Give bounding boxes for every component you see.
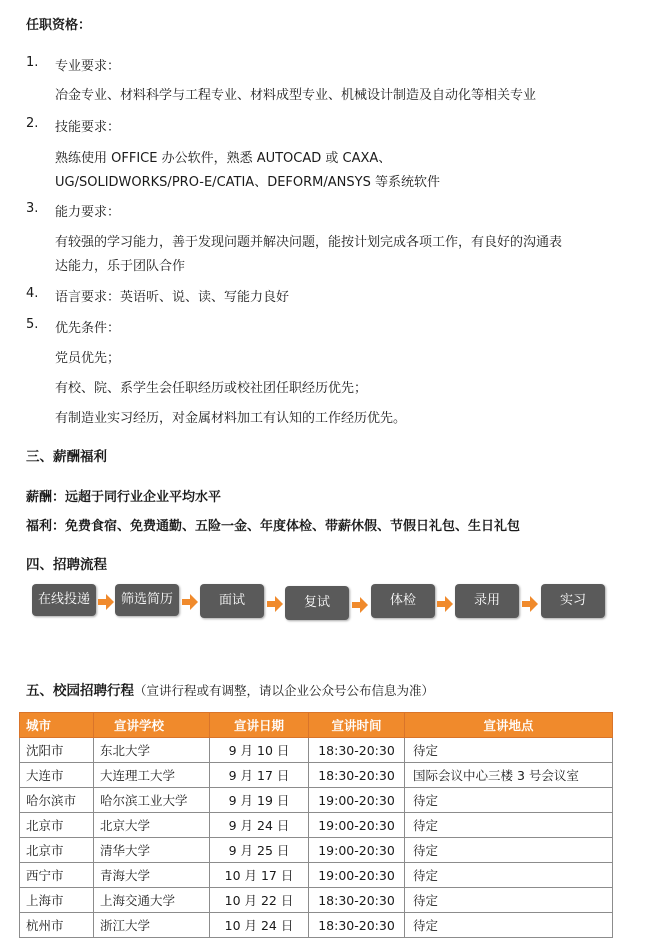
cell-date: 9 月 19 日 — [210, 788, 309, 813]
item-label: 专业要求： — [55, 59, 121, 74]
table-row — [20, 863, 613, 888]
item-detail: 达能力，乐于团队合作 — [55, 259, 186, 274]
column-header-date: 宣讲日期 — [210, 713, 309, 738]
cell-date: 10 月 22 日 — [210, 888, 309, 913]
cell-date: 9 月 25 日 — [210, 838, 309, 863]
flow-step: 面试 — [200, 584, 264, 618]
arrow-right-icon — [437, 596, 453, 612]
cell-location: 国际会议中心三楼 3 号会议室 — [405, 763, 613, 788]
table-row — [20, 763, 613, 788]
arrow-right-icon — [98, 594, 114, 610]
table-row — [20, 788, 613, 813]
item-label: 优先条件： — [55, 321, 121, 336]
arrow-right-icon — [352, 597, 368, 613]
table-row — [20, 813, 613, 838]
cell-time: 18:30-20:30 — [309, 888, 405, 913]
cell-time: 19:00-20:30 — [309, 788, 405, 813]
table-row — [20, 913, 613, 938]
cell-city: 西宁市 — [20, 863, 94, 888]
cell-school: 东北大学 — [94, 738, 210, 763]
item-number: 5. — [26, 317, 39, 332]
flow-step: 筛选简历 — [115, 584, 179, 616]
cell-time: 18:30-20:30 — [309, 738, 405, 763]
cell-city: 大连市 — [20, 763, 94, 788]
column-header-location: 宣讲地点 — [405, 713, 613, 738]
cell-school: 青海大学 — [94, 863, 210, 888]
qualifications-title: 任职资格： — [26, 18, 92, 33]
item-detail: 熟练使用 OFFICE 办公软件，熟悉 AUTOCAD 或 CAXA、 — [55, 151, 392, 166]
salary-heading: 三、薪酬福利 — [26, 449, 107, 465]
cell-date: 9 月 10 日 — [210, 738, 309, 763]
item-detail: 有校、院、系学生会任职经历或校社团任职经历优先； — [55, 381, 368, 396]
flow-step: 在线投递 — [32, 584, 96, 616]
flow-step: 复试 — [285, 586, 349, 620]
cell-city: 杭州市 — [20, 913, 94, 938]
cell-date: 9 月 24 日 — [210, 813, 309, 838]
cell-city: 沈阳市 — [20, 738, 94, 763]
item-detail: 党员优先； — [55, 351, 121, 366]
cell-time: 19:00-20:30 — [309, 838, 405, 863]
cell-date: 10 月 17 日 — [210, 863, 309, 888]
cell-location: 待定 — [405, 838, 613, 863]
cell-school: 浙江大学 — [94, 913, 210, 938]
cell-date: 10 月 24 日 — [210, 913, 309, 938]
campus-heading-line — [26, 679, 434, 699]
column-header-school: 宣讲学校 — [94, 713, 210, 738]
cell-time: 19:00-20:30 — [309, 863, 405, 888]
cell-school: 北京大学 — [94, 813, 210, 838]
table-row — [20, 738, 613, 763]
cell-location: 待定 — [405, 738, 613, 763]
process-heading: 四、招聘流程 — [26, 557, 107, 573]
table-row — [20, 838, 613, 863]
column-header-city: 城市 — [20, 713, 94, 738]
column-header-time: 宣讲时间 — [309, 713, 405, 738]
item-label: 技能要求： — [55, 120, 121, 135]
item-number: 4. — [26, 286, 39, 301]
cell-date: 9 月 17 日 — [210, 763, 309, 788]
flow-step: 录用 — [455, 584, 519, 618]
table-header-row — [20, 713, 613, 738]
cell-school: 清华大学 — [94, 838, 210, 863]
item-number: 2. — [26, 116, 39, 131]
campus-schedule-table — [19, 712, 613, 938]
cell-city: 北京市 — [20, 838, 94, 863]
cell-location: 待定 — [405, 813, 613, 838]
item-detail: 冶金专业、材料科学与工程专业、材料成型专业、机械设计制造及自动化等相关专业 — [55, 88, 537, 103]
cell-city: 哈尔滨市 — [20, 788, 94, 813]
cell-time: 18:30-20:30 — [309, 913, 405, 938]
item-label: 能力要求： — [55, 205, 121, 220]
item-detail: UG/SOLIDWORKS/PRO-E/CATIA、DEFORM/ANSYS 等系统软件 — [55, 175, 440, 190]
item-number: 3. — [26, 201, 39, 216]
benefits-line: 福利：免费食宿、免费通勤、五险一金、年度体检、带薪休假、节假日礼包、生日礼包 — [26, 519, 521, 534]
item-detail: 有制造业实习经历，对金属材料加工有认知的工作经历优先。 — [55, 411, 407, 426]
cell-school: 哈尔滨工业大学 — [94, 788, 210, 813]
cell-time: 19:00-20:30 — [309, 813, 405, 838]
campus-heading: 五、校园招聘行程 — [26, 683, 134, 699]
cell-location: 待定 — [405, 888, 613, 913]
salary-line: 薪酬：远超于同行业企业平均水平 — [26, 490, 222, 505]
cell-time: 18:30-20:30 — [309, 763, 405, 788]
arrow-right-icon — [522, 596, 538, 612]
arrow-right-icon — [182, 594, 198, 610]
item-label: 语言要求：英语听、说、读、写能力良好 — [55, 290, 290, 305]
campus-note: （宣讲行程或有调整，请以企业公众号公布信息为准） — [134, 683, 435, 698]
cell-location: 待定 — [405, 863, 613, 888]
arrow-right-icon — [267, 596, 283, 612]
cell-school: 大连理工大学 — [94, 763, 210, 788]
item-number: 1. — [26, 55, 39, 70]
cell-city: 北京市 — [20, 813, 94, 838]
cell-city: 上海市 — [20, 888, 94, 913]
item-detail: 有较强的学习能力，善于发现问题并解决问题，能按计划完成各项工作，有良好的沟通表 — [55, 235, 563, 250]
cell-location: 待定 — [405, 913, 613, 938]
cell-location: 待定 — [405, 788, 613, 813]
cell-school: 上海交通大学 — [94, 888, 210, 913]
table-row — [20, 888, 613, 913]
flow-step: 体检 — [371, 584, 435, 618]
flow-step: 实习 — [541, 584, 605, 618]
